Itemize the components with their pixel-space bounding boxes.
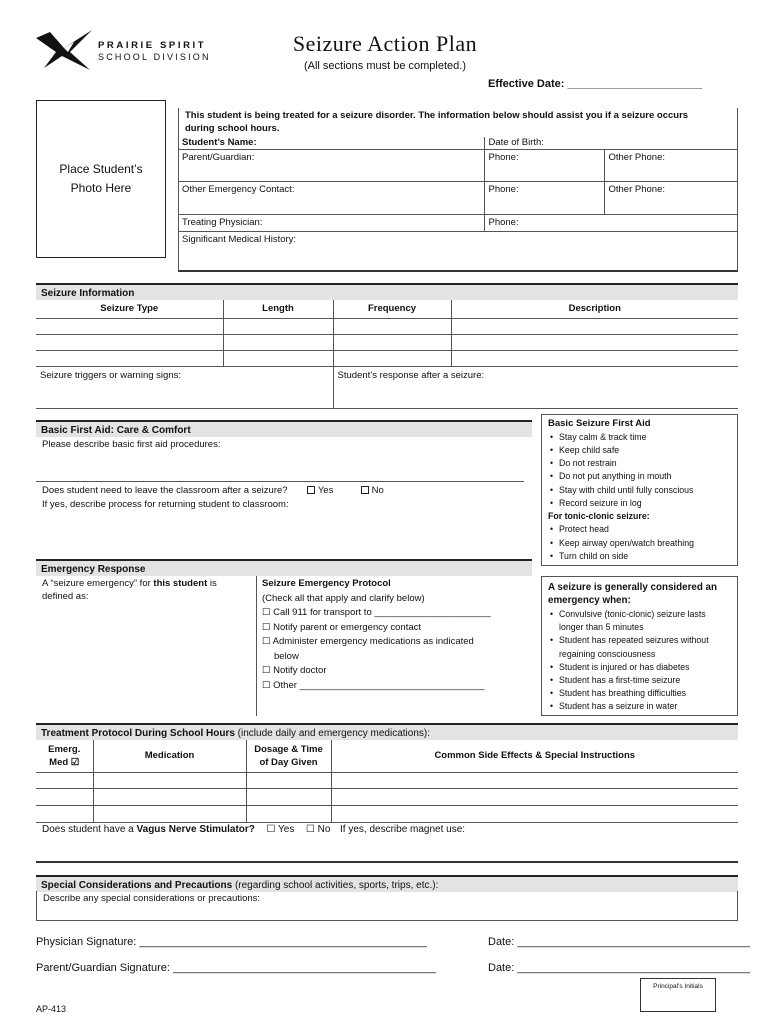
logo-line-1: PRAIRIE SPIRIT xyxy=(98,40,207,51)
emergency-criteria-box xyxy=(541,576,738,716)
leave-no-label: No xyxy=(371,485,384,496)
list-item: • Convulsive (tonic-clonic) seizure lasts longer than 5 minutes xyxy=(548,608,731,634)
table-row[interactable] xyxy=(36,350,738,366)
tonic-clonic-heading: For tonic-clonic seizure: xyxy=(548,511,650,522)
emergency-criteria-list xyxy=(548,608,731,714)
emergency-def-tail: is defined as: xyxy=(42,578,217,602)
list-item: • Do not put anything in mouth xyxy=(548,470,731,483)
leave-no-checkbox[interactable] xyxy=(361,486,369,494)
first-aid-list xyxy=(548,431,731,510)
emergency-response-heading: Emergency Response xyxy=(36,559,532,576)
table-row[interactable] xyxy=(36,318,738,334)
list-item: • Student has a first-time seizure xyxy=(548,674,731,687)
table-row[interactable] xyxy=(36,788,738,805)
list-item: • Stay with child until fully conscious xyxy=(548,484,731,497)
list-item: • Student has a seizure in water xyxy=(548,700,731,713)
protocol-title: Seizure Emergency Protocol xyxy=(262,578,391,589)
first-aid-heading: Basic First Aid: Care & Comfort xyxy=(36,420,532,437)
col-length: Length xyxy=(223,300,333,318)
list-item: • Do not restrain xyxy=(548,457,731,470)
treatment-protocol-heading xyxy=(36,723,738,740)
return-process-field[interactable]: If yes, describe process for returning student to classroom: xyxy=(42,499,289,510)
treatment-heading-bold: Treatment Protocol During School Hours xyxy=(41,728,235,739)
dob-field[interactable]: Date of Birth: xyxy=(484,137,738,149)
medical-history-field[interactable]: Significant Medical History: xyxy=(178,231,738,261)
photo-label: Place Student’s Photo Here xyxy=(59,161,143,195)
col-side-effects: Common Side Effects & Special Instructions xyxy=(331,740,738,772)
protocol-subtitle: (Check all that apply and clarify below) xyxy=(262,592,425,604)
col-description: Description xyxy=(451,300,738,318)
leave-yes-label: Yes xyxy=(317,485,334,496)
emergency-box-title: A seizure is generally considered an emergency when: xyxy=(548,582,717,606)
divider xyxy=(36,861,738,863)
protocol-option-administer-meds[interactable]: ☐ Administer emergency medications as indicated xyxy=(262,636,474,647)
vns-text: Does student have a xyxy=(42,824,137,835)
tonic-clonic-list xyxy=(548,523,731,563)
logo-line-2: SCHOOL DIVISION xyxy=(98,52,211,62)
principal-initials-label: Principal’s Initials xyxy=(653,983,703,990)
student-info-intro: This student is being treated for a seizure disorder. The information below should assist you if a seizure occurs during school hours. xyxy=(185,110,689,134)
list-item: • Protect head xyxy=(548,523,731,536)
emergency-definition-field[interactable] xyxy=(42,577,242,603)
student-info-table xyxy=(178,137,738,261)
page-title: Seizure Action Plan xyxy=(292,31,478,56)
page-subtitle: (All sections must be completed.) xyxy=(303,60,466,72)
emergency-def-bold: this student xyxy=(153,578,208,589)
protocol-option-notify-parent[interactable]: ☐ Notify parent or emergency contact xyxy=(262,621,422,633)
physician-signature-field[interactable]: Physician Signature: _______________________________________________ xyxy=(36,936,427,948)
col-medication: Medication xyxy=(93,740,246,772)
physician-phone-field[interactable]: Phone: xyxy=(484,214,738,231)
col-dosage-time: Dosage & Time of Day Given xyxy=(246,740,331,772)
first-aid-describe[interactable]: Please describe basic first aid procedures: xyxy=(42,439,221,450)
student-name-field[interactable]: Student’s Name: xyxy=(178,137,484,149)
parent-date-field[interactable]: Date: ______________________________________ xyxy=(488,962,750,974)
emergency-vertical-divider xyxy=(256,576,257,716)
emergency-def-text: A “seizure emergency” for xyxy=(42,578,154,589)
vns-magnet-use-field[interactable]: If yes, describe magnet use: xyxy=(340,824,466,835)
basic-first-aid-box xyxy=(541,414,738,566)
emergency-protocol xyxy=(262,577,532,693)
leave-classroom-question xyxy=(42,485,384,497)
protocol-option-administer-meds-cont: below xyxy=(274,650,299,662)
treatment-heading-normal: (include daily and emergency medications): xyxy=(234,728,431,739)
leave-question-text: Does student need to leave the classroom after a seizure? xyxy=(42,485,288,496)
treatment-table xyxy=(36,740,738,823)
protocol-option-notify-doctor[interactable]: ☐ Notify doctor xyxy=(262,665,327,676)
seizure-info-table xyxy=(36,300,738,409)
protocol-option-other[interactable]: ☐ Other ___________________________________ xyxy=(262,679,485,691)
protocol-option-call-911[interactable]: ☐ Call 911 for transport to ______________________ xyxy=(262,607,491,618)
seizure-info-heading: Seizure Information xyxy=(36,283,738,300)
list-item: • Student has breathing difficulties xyxy=(548,687,731,700)
special-heading-normal: (regarding school activities, sports, trips, etc.): xyxy=(232,880,439,891)
parent-signature-field[interactable]: Parent/Guardian Signature: ___________________________________________ xyxy=(36,962,437,974)
post-seizure-response-field[interactable]: Student’s response after a seizure: xyxy=(333,366,738,408)
parent-phone-field[interactable]: Phone: xyxy=(484,149,604,181)
emergency-phone-field[interactable]: Phone: xyxy=(484,181,604,214)
divider xyxy=(36,481,524,482)
table-row[interactable] xyxy=(36,772,738,788)
special-considerations-box[interactable] xyxy=(36,891,738,921)
special-considerations-heading xyxy=(36,875,738,892)
list-item: • Student is injured or has diabetes xyxy=(548,661,731,674)
list-item: • Keep child safe xyxy=(548,444,731,457)
student-photo-box[interactable] xyxy=(36,100,166,258)
student-info-box xyxy=(178,108,738,272)
list-item: • Keep airway open/watch breathing xyxy=(548,537,731,550)
vns-yes-checkbox[interactable]: ☐ Yes xyxy=(266,824,295,835)
list-item: • Student has repeated seizures without regaining consciousness xyxy=(548,634,731,660)
triggers-field[interactable]: Seizure triggers or warning signs: xyxy=(36,366,333,408)
physician-date-field[interactable]: Date: ______________________________________ xyxy=(488,936,750,948)
leave-yes-checkbox[interactable] xyxy=(307,486,315,494)
special-considerations-field: Describe any special considerations or precautions: xyxy=(43,893,261,904)
vagus-nerve-question xyxy=(42,824,465,837)
vns-bold: Vagus Nerve Stimulator? xyxy=(136,824,255,835)
parent-guardian-field[interactable]: Parent/Guardian: xyxy=(178,149,484,181)
parent-other-phone-field[interactable]: Other Phone: xyxy=(604,149,738,181)
col-emergency-med: Emerg. Med ☑ xyxy=(36,740,93,772)
first-aid-box-title: Basic Seizure First Aid xyxy=(548,418,651,429)
table-row[interactable] xyxy=(36,805,738,822)
effective-date-field[interactable]: Effective Date: ______________________ xyxy=(488,78,703,90)
emergency-other-phone-field[interactable]: Other Phone: xyxy=(604,181,738,214)
list-item: • Record seizure in log xyxy=(548,497,731,510)
form-code: AP-413 xyxy=(36,1004,67,1014)
list-item: • Stay calm & track time xyxy=(548,431,731,444)
col-frequency: Frequency xyxy=(333,300,451,318)
list-item: • Turn child on side xyxy=(548,550,731,563)
special-heading-bold: Special Considerations and Precautions xyxy=(41,880,233,891)
table-row[interactable] xyxy=(36,334,738,350)
physician-field[interactable]: Treating Physician: xyxy=(178,214,484,231)
emergency-contact-field[interactable]: Other Emergency Contact: xyxy=(178,181,484,214)
principal-initials-box[interactable] xyxy=(640,978,716,1012)
vns-no-checkbox[interactable]: ☐ No xyxy=(305,824,331,835)
col-seizure-type: Seizure Type xyxy=(36,300,223,318)
